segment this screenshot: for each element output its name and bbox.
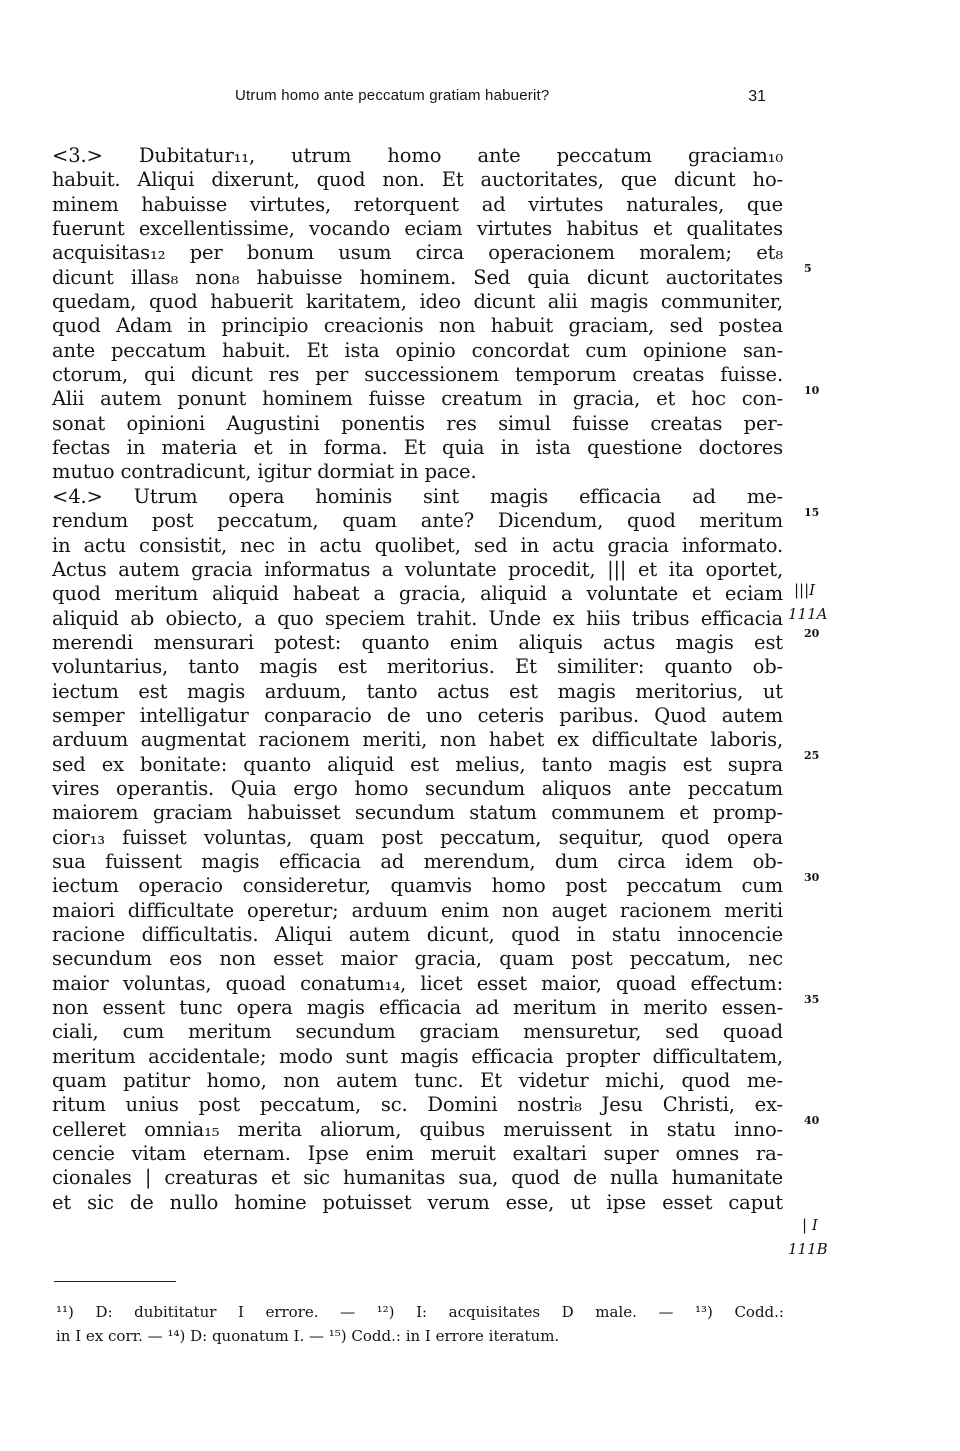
text-line: sed ex bonitate: quanto aliquid est melius, tanto magis est supra [52, 752, 783, 776]
text-line: <3.> Dubitatur₁₁, utrum homo ante peccatum graciam₁₀ [52, 144, 783, 167]
text-line: quam patitur homo, non autem tunc. Et videtur michi, quod me- [52, 1069, 783, 1093]
text-line: Alii autem ponunt hominem fuisse creatum in gracia, et hoc con- [52, 387, 783, 411]
text-line: rendum post peccatum, quam ante? Dicendum, quod meritum [52, 509, 783, 533]
text-line: fuerunt excellentissime, vocando eciam virtutes habitus et qualitates [52, 217, 783, 241]
text-line: ciali, cum meritum secundum graciam mensuretur, sed quoad [52, 1020, 783, 1044]
text-line: non essent tunc opera magis efficacia ad meritum in merito essen- [52, 996, 783, 1020]
text-line: ante peccatum habuit. Et ista opinio concordat cum opinione san- [52, 338, 783, 362]
line-number: 20 [804, 627, 820, 640]
main-text [52, 144, 783, 1215]
text-line: cencie vitam eternam. Ipse enim meruit exaltari super omnes ra- [52, 1142, 783, 1166]
footnote-line: ¹¹) D: dubititatur I errore. — ¹²) I: acquisitates D male. — ¹³) Codd.: [56, 1303, 784, 1321]
text-line: habuit. Aliqui dixerunt, quod non. Et auctoritates, que dicunt ho- [52, 168, 783, 192]
text-line: mutuo contradicunt, igitur dormiat in pace. [52, 460, 477, 484]
line-number: 30 [804, 871, 820, 884]
text-line: cior₁₃ fuisset voluntas, quam post peccatum, sequitur, quod opera [52, 825, 783, 849]
text-line: quedam, quod habuerit karitatem, ideo dicunt alii magis communiter, [52, 290, 783, 314]
text-line: dicunt illas₈ non₈ habuisse hominem. Sed quia dicunt auctoritates [52, 265, 783, 289]
line-number: 15 [804, 506, 820, 519]
text-line: semper intelligatur conparacio de uno ceteris paribus. Quod autem [52, 703, 783, 727]
text-line: sonat opinioni Augustini ponentis res simul fuisse creatas per- [52, 411, 783, 435]
text-line: cionales | creaturas et sic humanitas sua, quod de nulla humanitate [52, 1166, 783, 1190]
text-line: voluntarius, tanto magis est meritorius. Et similiter: quanto ob- [52, 655, 783, 679]
folio-marker: 111A [788, 605, 828, 623]
text-line: et sic de nullo homine potuisset verum esse, ut ipse esset caput [52, 1190, 783, 1214]
footnote-line: in I ex corr. — ¹⁴) D: quonatum I. — ¹⁵) Codd.: in I errore iteratum. [56, 1327, 560, 1345]
text-line: fectas in materia et in forma. Et quia in ista questione doctores [52, 436, 783, 460]
folio-marker: | I [802, 1216, 818, 1234]
text-line: quod Adam in principio creacionis non habuit graciam, sed postea [52, 314, 783, 338]
footnote-divider [54, 1281, 176, 1282]
text-line: celleret omnia₁₅ merita aliorum, quibus meruissent in statu inno- [52, 1117, 783, 1141]
page-header [52, 84, 774, 108]
text-line: vires operantis. Quia ergo homo secundum aliquos ante peccatum [52, 776, 783, 800]
line-number: 10 [804, 384, 820, 397]
text-line: <4.> Utrum opera hominis sint magis efficacia ad me- [52, 484, 783, 508]
text-line: merendi mensurari potest: quanto enim aliquis actus magis est [52, 630, 783, 654]
text-line: ritum unius post peccatum, sc. Domini nostri₈ Jesu Christi, ex- [52, 1093, 783, 1117]
line-number: 25 [804, 749, 820, 762]
text-line: maiori difficultate operetur; arduum enim non auget racionem meriti [52, 898, 783, 922]
text-line: Actus autem gracia informatus a voluntate procedit, ||| et ita oportet, [52, 557, 783, 581]
running-title: Utrum homo ante peccatum gratiam habuerit? [235, 87, 550, 104]
folio-marker: |||I [794, 581, 816, 599]
text-line: iectum operacio consideretur, quamvis homo post peccatum cum [52, 874, 783, 898]
text-line: maior voluntas, quoad conatum₁₄, licet esset maior, quoad effectum: [52, 971, 783, 995]
text-line: racione difficultatis. Aliqui autem dicunt, quod in statu innocencie [52, 923, 783, 946]
text-line: minem habuisse virtutes, retorquent ad virtutes naturales, que [52, 192, 783, 216]
text-line: iectum est magis arduum, tanto actus est magis meritorius, ut [52, 679, 783, 703]
folio-marker: 111B [788, 1240, 828, 1258]
text-line: secundum eos non esset maior gracia, quam post peccatum, nec [52, 947, 783, 971]
line-number: 5 [804, 262, 812, 275]
text-line: quod meritum aliquid habeat a gracia, aliquid a voluntate et eciam [52, 582, 783, 606]
text-line: arduum augmentat racionem meriti, non habet ex difficultate laboris, [52, 728, 783, 752]
line-number: 40 [804, 1114, 820, 1127]
text-line: sua fuissent magis efficacia ad merendum, dum circa idem ob- [52, 849, 783, 873]
page-number: 31 [748, 88, 766, 105]
text-line: ctorum, qui dicunt res per successionem temporum creatas fuisse. [52, 363, 783, 387]
text-line: aliquid ab obiecto, a quo speciem trahit. Unde ex hiis tribus efficacia [52, 606, 783, 630]
text-line: acquisitas₁₂ per bonum usum circa operacionem moralem; et₈ [52, 241, 783, 265]
footnotes [56, 1300, 784, 1348]
text-line: maiorem graciam habuisset secundum statum communem et promp- [52, 801, 783, 825]
text-line: in actu consistit, nec in actu quolibet, sed in actu gracia informato. [52, 533, 783, 557]
line-number: 35 [804, 993, 820, 1006]
text-line: meritum accidentale; modo sunt magis efficacia propter difficultatem, [52, 1044, 783, 1068]
